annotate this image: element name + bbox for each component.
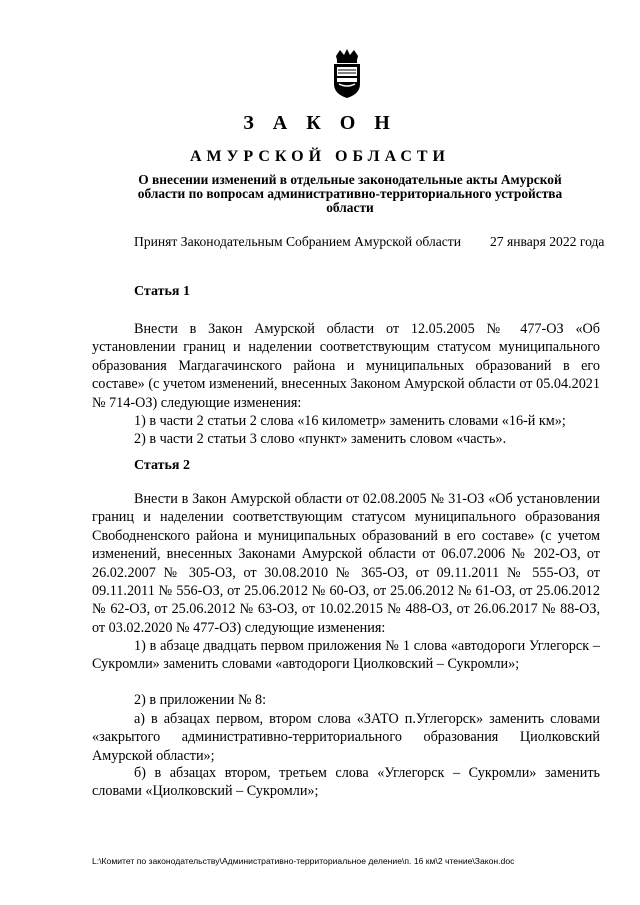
article-1-heading: Статья 1: [134, 284, 190, 299]
law-title: З А К О Н: [243, 112, 397, 134]
article-2-item-2b: б) в абзацах втором, третьем слова «Углегорск – Сукромли» заменить словами «Циолковский – Сукромли»;: [92, 765, 600, 800]
article-1-item-2: 2) в части 2 статьи 3 слово «пункт» заменить словом «часть».: [134, 431, 507, 447]
article-2-item-2: 2) в приложении № 8:: [134, 692, 267, 708]
adopted-by: Принят Законодательным Собранием Амурской области: [134, 234, 462, 249]
law-subject: О внесении изменений в отдельные законодательные акты Амурской области по вопросам административно-территориального устройства области: [137, 172, 563, 215]
article-2-heading: Статья 2: [134, 458, 190, 473]
article-1-intro: Внести в Закон Амурской области от 12.05.2005 № 477-ОЗ «Об установлении границ и наделении соответствующим статусом муниципального образования Магдагачинского района и муниципальных образований в его составе» (с учетом изменений, внесенных Законом Амурской области от 05.04.2021 № 714-ОЗ) следующие изменения:: [92, 321, 600, 411]
region-title: АМУРСКОЙ ОБЛАСТИ: [190, 148, 450, 165]
article-1-item-1: 1) в части 2 статьи 2 слова «16 километр» заменить словами «16-й км»;: [134, 413, 566, 429]
adopted-date: 27 января 2022 года: [490, 234, 605, 249]
coat-of-arms-icon: [326, 48, 368, 100]
article-2-intro: Внести в Закон Амурской области от 02.08.2005 № 31-ОЗ «Об установлении границ и наделении соответствующим статусом муниципального образования Свободненского района и муниципальных образований в его составе» (с учетом изменений, внесенных Законами Амурской области от 06.07.2006 № 202-ОЗ, от 26.02.2007 № 305-ОЗ, от 30.08.2010 № 365-ОЗ, от 09.11.2011 № 555-ОЗ, от 09.11.2011 № 556-ОЗ, от 25.06.2012 № 60-ОЗ, от 25.06.2012 № 61-ОЗ, от 25.06.2012 № 62-ОЗ, от 25.06.2012 № 63-ОЗ, от 10.02.2015 № 488-ОЗ, от 26.06.2017 № 88-ОЗ, от 03.02.2020 № 477-ОЗ) следующие изменения:: [92, 491, 600, 636]
article-2-item-1: 1) в абзаце двадцать первом приложения № 1 слова «автодороги Углегорск – Сукромли» заменить словами «автодороги Циолковский – Сукромли»;: [92, 638, 600, 673]
article-2-item-2a: а) в абзацах первом, втором слова «ЗАТО п.Углегорск» заменить словами «закрытого административно-территориального образования Циолковский Амурской области»;: [92, 711, 600, 764]
file-path-footer: L:\Комитет по законодательству\Административно-территориальное деление\п. 16 км\2 чтение\Закон.doc: [92, 856, 515, 866]
